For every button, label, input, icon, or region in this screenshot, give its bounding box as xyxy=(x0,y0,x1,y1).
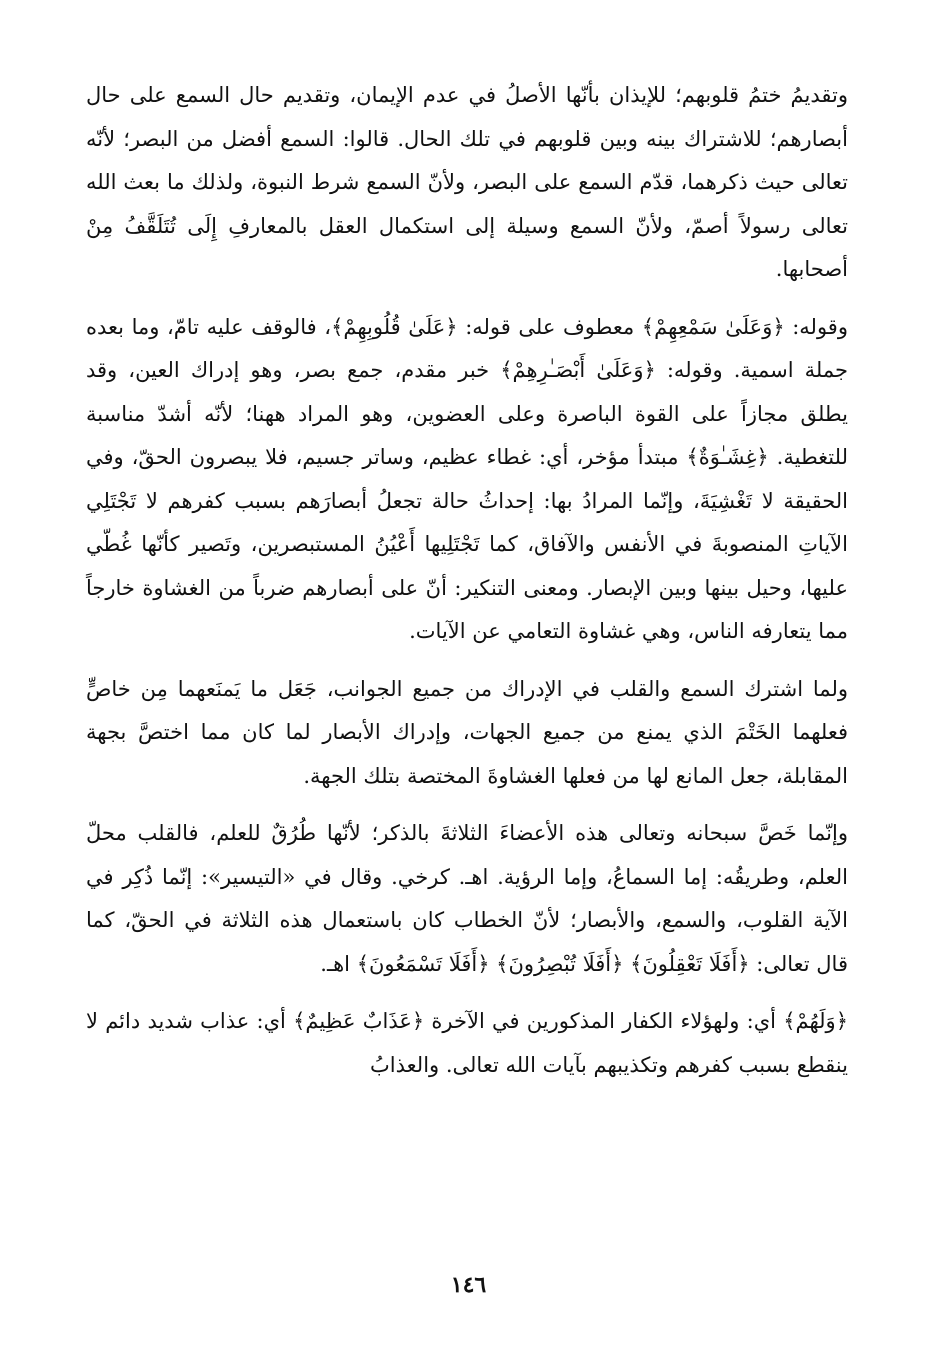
paragraph-1: وتقديمُ ختمُ قلوبهم؛ للإيذان بأنّها الأصلُ في عدم الإيمان، وتقديم حال السمع على حال أبصارهم؛ للاشتراك بينه وبين قلوبهم في تلك الحال. قالوا: السمع أفضل من البصر؛ لأنّه تعالى حيث ذكرهما، قدّم السمع على البصر، ولأنّ السمع شرط النبوة، ولذلك ما بعث الله تعالى رسولاً أصمّ، ولأنّ السمع وسيلة إلى استكمال العقل بالمعارفِ إِلَى تُتَلَقَّفُ مِنْ أصحابها. xyxy=(86,83,848,281)
paragraph-3: ولما اشترك السمع والقلب في الإدراك من جميع الجوانب، جَعَل ما يَمنَعهما مِن خاصٍّ فعلهما الخَتْمَ الذي يمنع من جميع الجهات، وإدراك الأبصار لما كان مما اختصَّ بجهة المقابلة، جعل المانع لها من فعلها الغشاوةَ المختصة بتلك الجهة. xyxy=(86,676,848,788)
paragraph-4: وإنّما خَصَّ سبحانه وتعالى هذه الأعضاءَ الثلاثةَ بالذكر؛ لأنّها طُرُقٌ للعلم، فالقلب محلّ العلم، وطريقُه: إما السماعُ، وإما الرؤية. اهـ. كرخي. وقال في «التيسير»: إنّما ذُكِر في الآية القلوب، والسمع، والأبصار؛ لأنّ الخطاب كان باستعمال هذه الثلاثة في الحقّ، كما قال تعالى: ﴿أَفَلَا تَعْقِلُونَ﴾ ﴿أَفَلَا تُبْصِرُونَ﴾ ﴿أَفَلَا تَسْمَعُونَ﴾ اهـ. xyxy=(86,821,848,976)
paragraph-5: ﴿وَلَهُمْ﴾ أي: ولهؤلاء الكفار المذكورين في الآخرة ﴿عَذَابٌ عَظِيمٌ﴾ أي: عذاب شديد دائم لا ينقطع بسبب كفرهم وتكذيبهم بآيات الله تعالى. والعذابُ xyxy=(86,1009,848,1077)
paragraph-2: وقوله: ﴿وَعَلَىٰ سَمْعِهِمْ﴾ معطوف على قوله: ﴿عَلَىٰ قُلُوبِهِمْ﴾، فالوقف عليه تامّ، وما بعده جملة اسمية. وقوله: ﴿وَعَلَىٰ أَبْصَـٰرِهِمْ﴾ خبر مقدم، جمع بصر، وهو إدراك العين، وقد يطلق مجازاً على القوة الباصرة وعلى العضوين، وهو المراد ههنا؛ لأنّه أشدّ مناسبة للتغطية. ﴿غِشَـٰوَةٌ﴾ مبتدأ مؤخر، أي: غطاء عظيم، وساتر جسيم، فلا يبصرون الحقّ، وفي الحقيقة لا تَغْشِيَةَ، وإنّما المرادُ بها: إحداثُ حالة تجعلُ أبصارَهم بسبب كفرهم لا تَجْتَلِي الآياتِ المنصوبةَ في الأنفس والآفاق، كما تَجْتَلِيها أَعْيُنُ المستبصرين، وتَصير كأنّها غُطّي عليها، وحيل بينها وبين الإبصار. ومعنى التنكير: أنّ على أبصارهم ضرباً من الغشاوة خارجاً مما يتعارفه الناس، وهي غشاوة التعامي عن الآيات. xyxy=(86,314,848,643)
body-text xyxy=(86,74,848,1101)
page-number: ١٤٦ xyxy=(450,1272,487,1298)
